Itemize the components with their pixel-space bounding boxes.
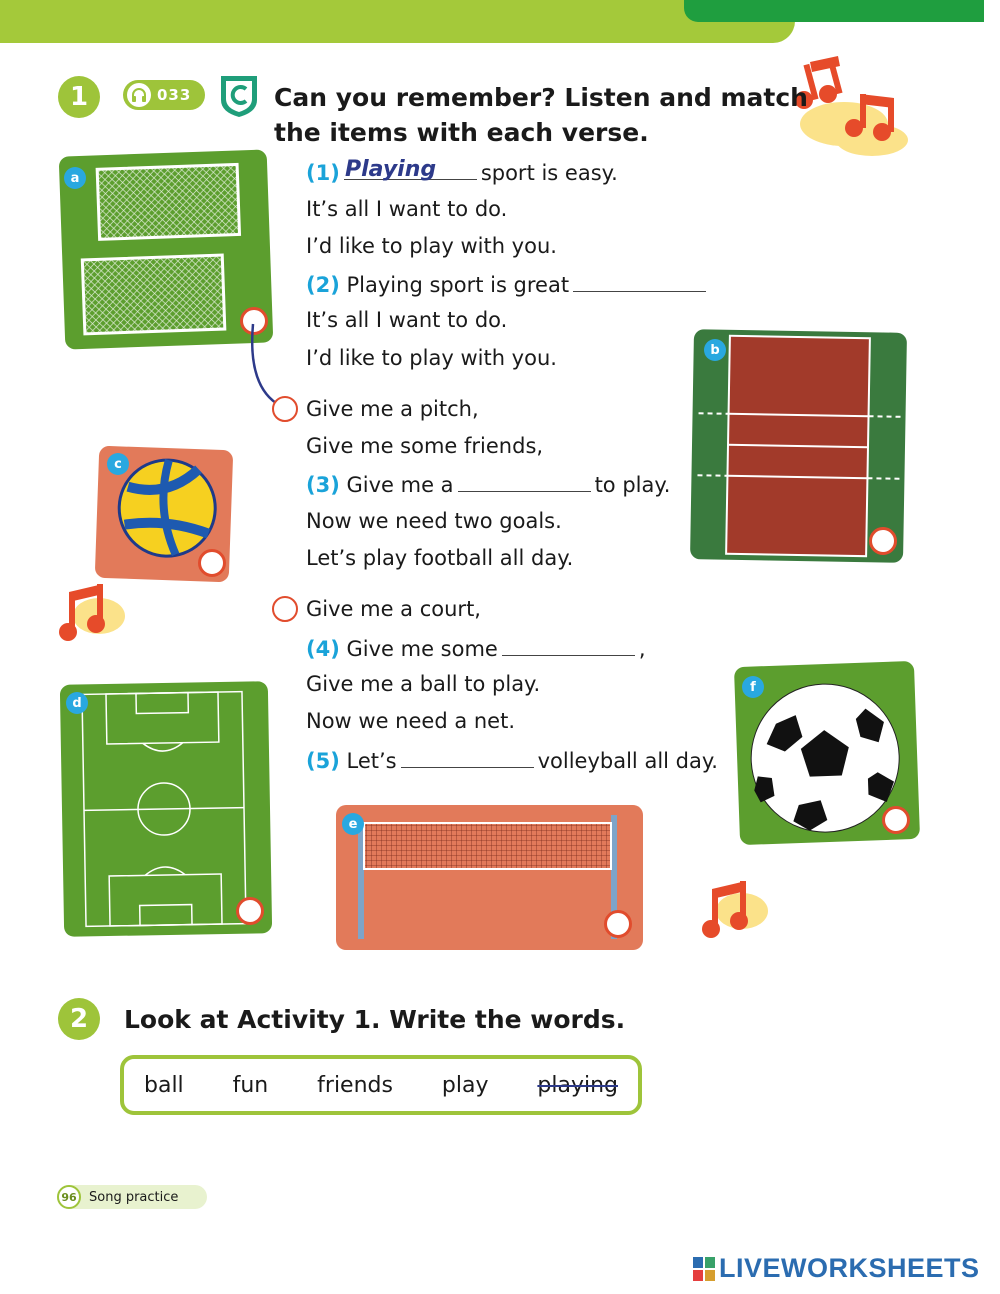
picture-letter-a: a — [64, 167, 86, 189]
blank-2[interactable] — [573, 271, 706, 292]
verse3-line2: (4) Give me some , — [306, 637, 646, 661]
verse3-match-point[interactable] — [272, 596, 298, 622]
liveworksheets-logo-icon — [693, 1257, 715, 1281]
activity2-heading: Look at Activity 1. Write the words. — [124, 1005, 626, 1034]
music-note-icon — [698, 877, 770, 943]
word-item-used: playing — [537, 1072, 618, 1098]
brand-logo — [693, 1253, 980, 1284]
audio-track-button[interactable] — [123, 80, 205, 110]
picture-letter-d: d — [66, 692, 88, 714]
volleyball-net-icon — [336, 805, 643, 950]
picture-letter-b: b — [704, 339, 726, 361]
verse3-line4: Now we need a net. — [306, 709, 516, 733]
verse3-line1: Give me a court, — [306, 597, 481, 621]
blank-4[interactable] — [502, 635, 635, 656]
picture-e-net — [336, 805, 643, 950]
music-note-icon — [55, 580, 127, 646]
match-point-d[interactable] — [236, 897, 264, 925]
picture-letter-f: f — [742, 676, 764, 698]
verse3-line3: Give me a ball to play. — [306, 672, 541, 696]
header-accent-bar — [684, 0, 984, 22]
verse2-line1: Give me a pitch, — [306, 397, 479, 421]
verse1-line6: I’d like to play with you. — [306, 346, 557, 370]
verse1-line2: It’s all I want to do. — [306, 197, 508, 221]
header-bar — [0, 0, 795, 43]
page-footer — [57, 1185, 207, 1209]
blank-3[interactable] — [458, 471, 591, 492]
verse1-line5: It’s all I want to do. — [306, 308, 508, 332]
activity-heading: Can you remember? Listen and match the items with each verse. — [274, 83, 808, 147]
filled-answer-1: Playing — [345, 157, 437, 182]
picture-d-pitch — [60, 681, 272, 937]
blank-5[interactable] — [401, 747, 534, 768]
court-icon — [690, 329, 907, 563]
verse2-line3: (3) Give me a to play. — [306, 473, 671, 497]
picture-b-court — [690, 329, 907, 563]
word-item: friends — [317, 1072, 393, 1098]
brand-name: LIVEWORKSHEETS — [719, 1253, 980, 1283]
verse2-match-point[interactable] — [272, 396, 298, 422]
verse2-line5: Let’s play football all day. — [306, 546, 574, 570]
picture-letter-c: c — [107, 453, 129, 475]
football-pitch-icon — [60, 681, 272, 937]
audio-track-code: 033 — [157, 86, 192, 104]
word-item: ball — [144, 1072, 184, 1098]
word-item: play — [441, 1072, 489, 1098]
activity-number: 1 — [58, 76, 100, 118]
verse3-line5: (5) Let’s volleyball all day. — [306, 749, 718, 773]
headphones-icon — [127, 83, 151, 107]
skill-shield-icon — [219, 74, 259, 118]
match-point-e[interactable] — [604, 910, 632, 938]
match-point-f[interactable] — [882, 806, 910, 834]
picture-letter-e: e — [342, 813, 364, 835]
word-item: fun — [232, 1072, 269, 1098]
verse2-line4: Now we need two goals. — [306, 509, 562, 533]
verse1-line4: (2) Playing sport is great — [306, 271, 710, 297]
word-box — [120, 1055, 642, 1115]
activity-number: 2 — [58, 998, 100, 1040]
match-point-c[interactable] — [198, 549, 226, 577]
section-label: Song practice — [89, 1189, 179, 1205]
page-number: 96 — [57, 1185, 81, 1209]
match-point-b[interactable] — [869, 527, 897, 555]
verse2-line2: Give me some friends, — [306, 434, 544, 458]
verse1-line1: (1) sport is easy. — [306, 161, 618, 185]
verse1-line3: I’d like to play with you. — [306, 234, 557, 258]
